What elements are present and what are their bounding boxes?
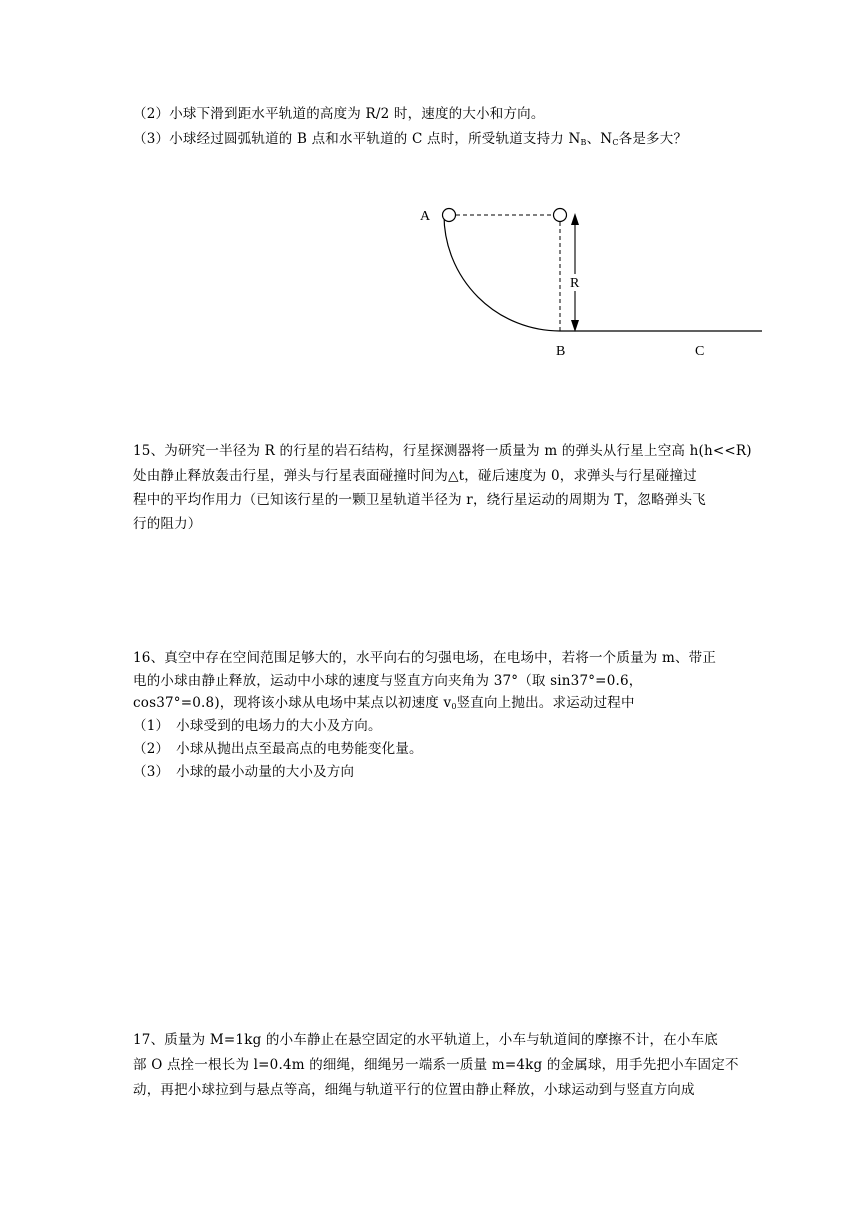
q16-line3-pre: cos37°=0.8)，现将该小球从电场中某点以初速度 v	[133, 695, 452, 711]
label-c: C	[695, 344, 705, 359]
ball-above-b	[554, 209, 567, 222]
arc-track	[444, 215, 560, 331]
q16-line3-post: 竖直向上抛出。求运动过程中	[456, 695, 635, 711]
q17-line1: 17、质量为 M=1kg 的小车静止在悬空固定的水平轨道上，小车与轨道间的摩擦不计，在小车底	[133, 1032, 719, 1048]
q14-part3-mid: 、N	[586, 131, 613, 147]
label-r: R	[570, 276, 580, 291]
q16-line1: 16、真空中存在空间范围足够大的，水平向右的匀强电场，在电场中，若将一个质量为 m、带正	[133, 650, 717, 666]
q14-part3-sub-c: C	[612, 138, 619, 147]
label-a: A	[420, 209, 431, 224]
q16-item1: （1） 小球受到的电场力的大小及方向。	[133, 718, 382, 734]
q16-item2: （2） 小球从抛出点至最高点的电势能变化量。	[133, 741, 423, 757]
q17-line3: 动，再把小球拉到与悬点等高，细绳与轨道平行的位置由静止释放，小球运动到与竖直方向成	[133, 1082, 695, 1098]
q16-line3	[133, 693, 635, 717]
q14-part3-text	[133, 129, 687, 153]
arrow-down-icon	[571, 320, 579, 332]
q15-line1: 15、为研究一半径为 R 的行星的岩石结构，行星探测器将一质量为 m 的弹头从行星上空高 h(h<<R)	[133, 443, 752, 459]
physics-figure-quarter-arc	[400, 195, 780, 370]
q14-part2-text: （2）小球下滑到距水平轨道的高度为 R/2 时，速度的大小和方向。	[133, 106, 545, 122]
q15-line4: 行的阻力）	[133, 516, 202, 532]
q16-line2: 电的小球由静止释放，运动中小球的速度与竖直方向夹角为 37°（取 sin37°=0.6，	[133, 673, 643, 689]
q15-line2: 处由静止释放轰击行星，弹头与行星表面碰撞时间为△t，碰后速度为 0，求弹头与行星碰撞过	[133, 468, 697, 484]
q14-part3-sub-b: B	[580, 138, 587, 147]
arrow-up-icon	[571, 213, 579, 225]
q14-part3-post: 各是多大？	[618, 131, 688, 147]
q16-line3-sub: 0	[451, 702, 457, 711]
q17-line2: 部 O 点拴一根长为 l=0.4m 的细绳，细绳另一端系一质量 m=4kg 的金属球，用手先把小车固定不	[133, 1057, 739, 1073]
q16-item3: （3） 小球的最小动量的大小及方向	[133, 764, 355, 780]
q14-part3-pre: （3）小球经过圆弧轨道的 B 点和水平轨道的 C 点时，所受轨道支持力 N	[133, 131, 581, 147]
q15-line3: 程中的平均作用力（已知该行星的一颗卫星轨道半径为 r，绕行星运动的周期为 T，忽略弹头飞	[133, 492, 706, 508]
label-b: B	[556, 344, 566, 359]
ball-at-a	[443, 209, 456, 222]
